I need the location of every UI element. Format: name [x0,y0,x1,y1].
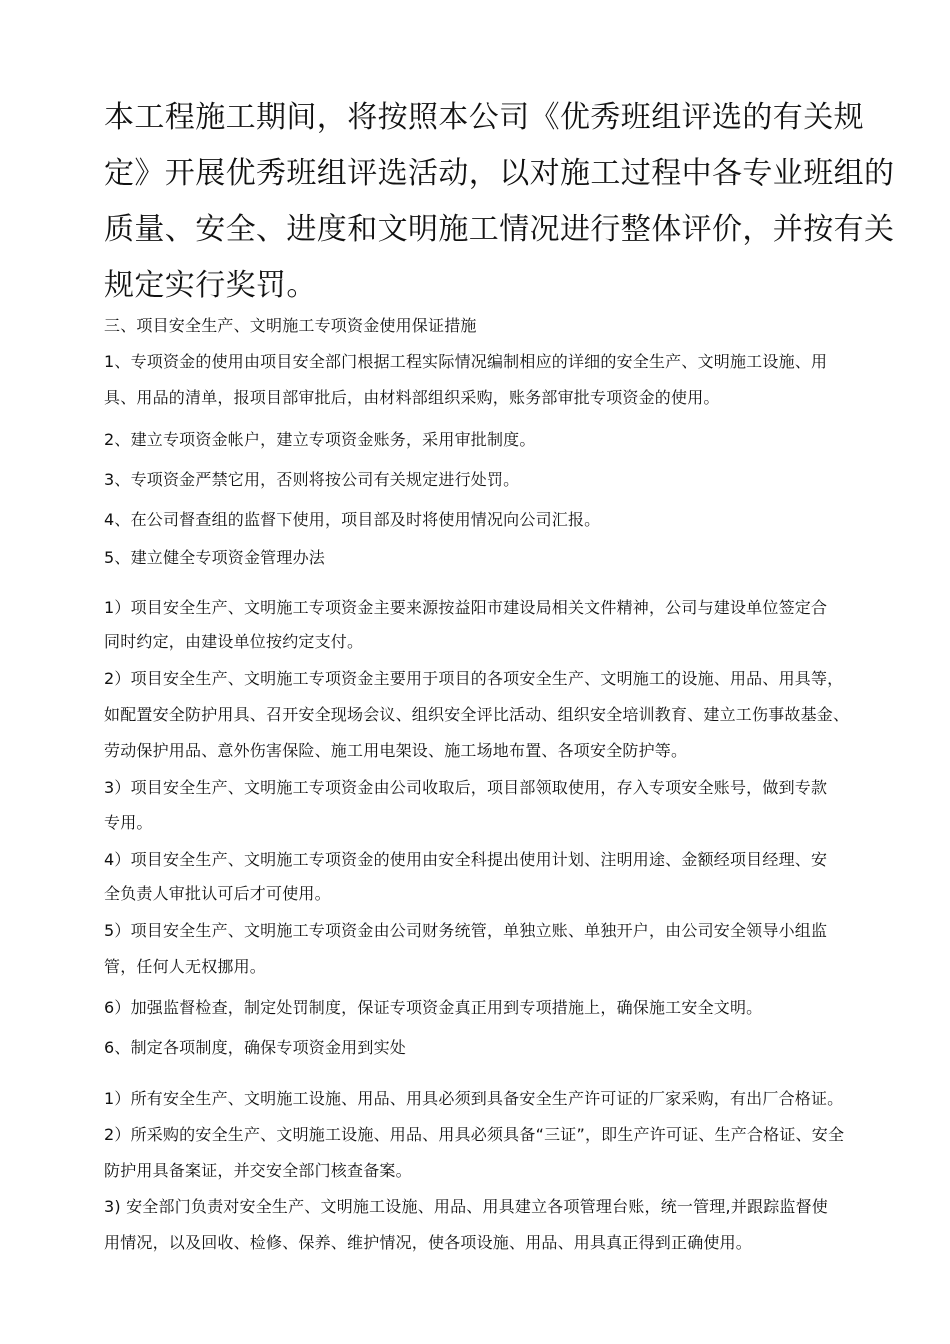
intro-line: 质量、安全、进度和文明施工情况进行整体评价，并按有关 [104,212,895,247]
body-line: 2、建立专项资金帐户，建立专项资金账务，采用审批制度。 [104,430,536,449]
body-line: 劳动保护用品、意外伤害保险、施工用电架设、施工场地布置、各项安全防护等。 [104,741,688,760]
body-line: 全负责人审批认可后才可使用。 [104,884,331,903]
body-line: 1）项目安全生产、文明施工专项资金主要来源按益阳市建设局相关文件精神，公司与建设单位签定合 [104,598,828,617]
body-line: 管，任何人无权挪用。 [104,957,267,976]
body-line: 3、专项资金严禁它用，否则将按公司有关规定进行处罚。 [104,470,520,489]
intro-line: 本工程施工期间，将按照本公司《优秀班组评选的有关规 [104,100,864,135]
body-line: 4、在公司督查组的监督下使用，项目部及时将使用情况向公司汇报。 [104,510,601,529]
body-line: 6）加强监督检查，制定处罚制度，保证专项资金真正用到专项措施上，确保施工安全文明。 [104,998,763,1017]
body-line: 专用。 [104,813,153,832]
body-line: 4）项目安全生产、文明施工专项资金的使用由安全科提出使用计划、注明用途、金额经项目经理、安 [104,850,828,869]
body-line: 同时约定，由建设单位按约定支付。 [104,632,364,651]
body-line: 具、用品的清单，报项目部审批后，由材料部组织采购，账务部审批专项资金的使用。 [104,388,720,407]
body-line: 6、制定各项制度，确保专项资金用到实处 [104,1038,406,1057]
intro-line: 规定实行奖罚。 [104,268,317,303]
body-line: 如配置安全防护用具、召开安全现场会议、组织安全评比活动、组织安全培训教育、建立工伤事故基金、 [104,705,850,724]
body-line: 用情况，以及回收、检修、保养、维护情况，使各项设施、用品、用具真正得到正确使用。 [104,1233,753,1252]
body-line: 1、专项资金的使用由项目安全部门根据工程实际情况编制相应的详细的安全生产、文明施工设施、用 [104,352,828,371]
body-line: 1）所有安全生产、文明施工设施、用品、用具必须到具备安全生产许可证的厂家采购，有出厂合格证。 [104,1089,844,1108]
body-line: 5、建立健全专项资金管理办法 [104,548,325,567]
body-line: 5）项目安全生产、文明施工专项资金由公司财务统管，单独立账、单独开户，由公司安全领导小组监 [104,921,828,940]
body-line: 3) 安全部门负责对安全生产、文明施工设施、用品、用具建立各项管理台账，统一管理,并跟踪监督使 [104,1197,828,1216]
body-line: 2）项目安全生产、文明施工专项资金主要用于项目的各项安全生产、文明施工的设施、用品、用具等， [104,669,844,688]
body-line: 防护用具备案证，并交安全部门核查备案。 [104,1161,412,1180]
intro-line: 定》开展优秀班组评选活动，以对施工过程中各专业班组的 [104,156,895,191]
body-line: 3）项目安全生产、文明施工专项资金由公司收取后，项目部领取使用，存入专项安全账号，做到专款 [104,778,828,797]
body-line: 2）所采购的安全生产、文明施工设施、用品、用具必须具备“三证”，即生产许可证、生产合格证、安全 [104,1125,845,1144]
section-title: 三、项目安全生产、文明施工专项资金使用保证措施 [104,316,477,335]
